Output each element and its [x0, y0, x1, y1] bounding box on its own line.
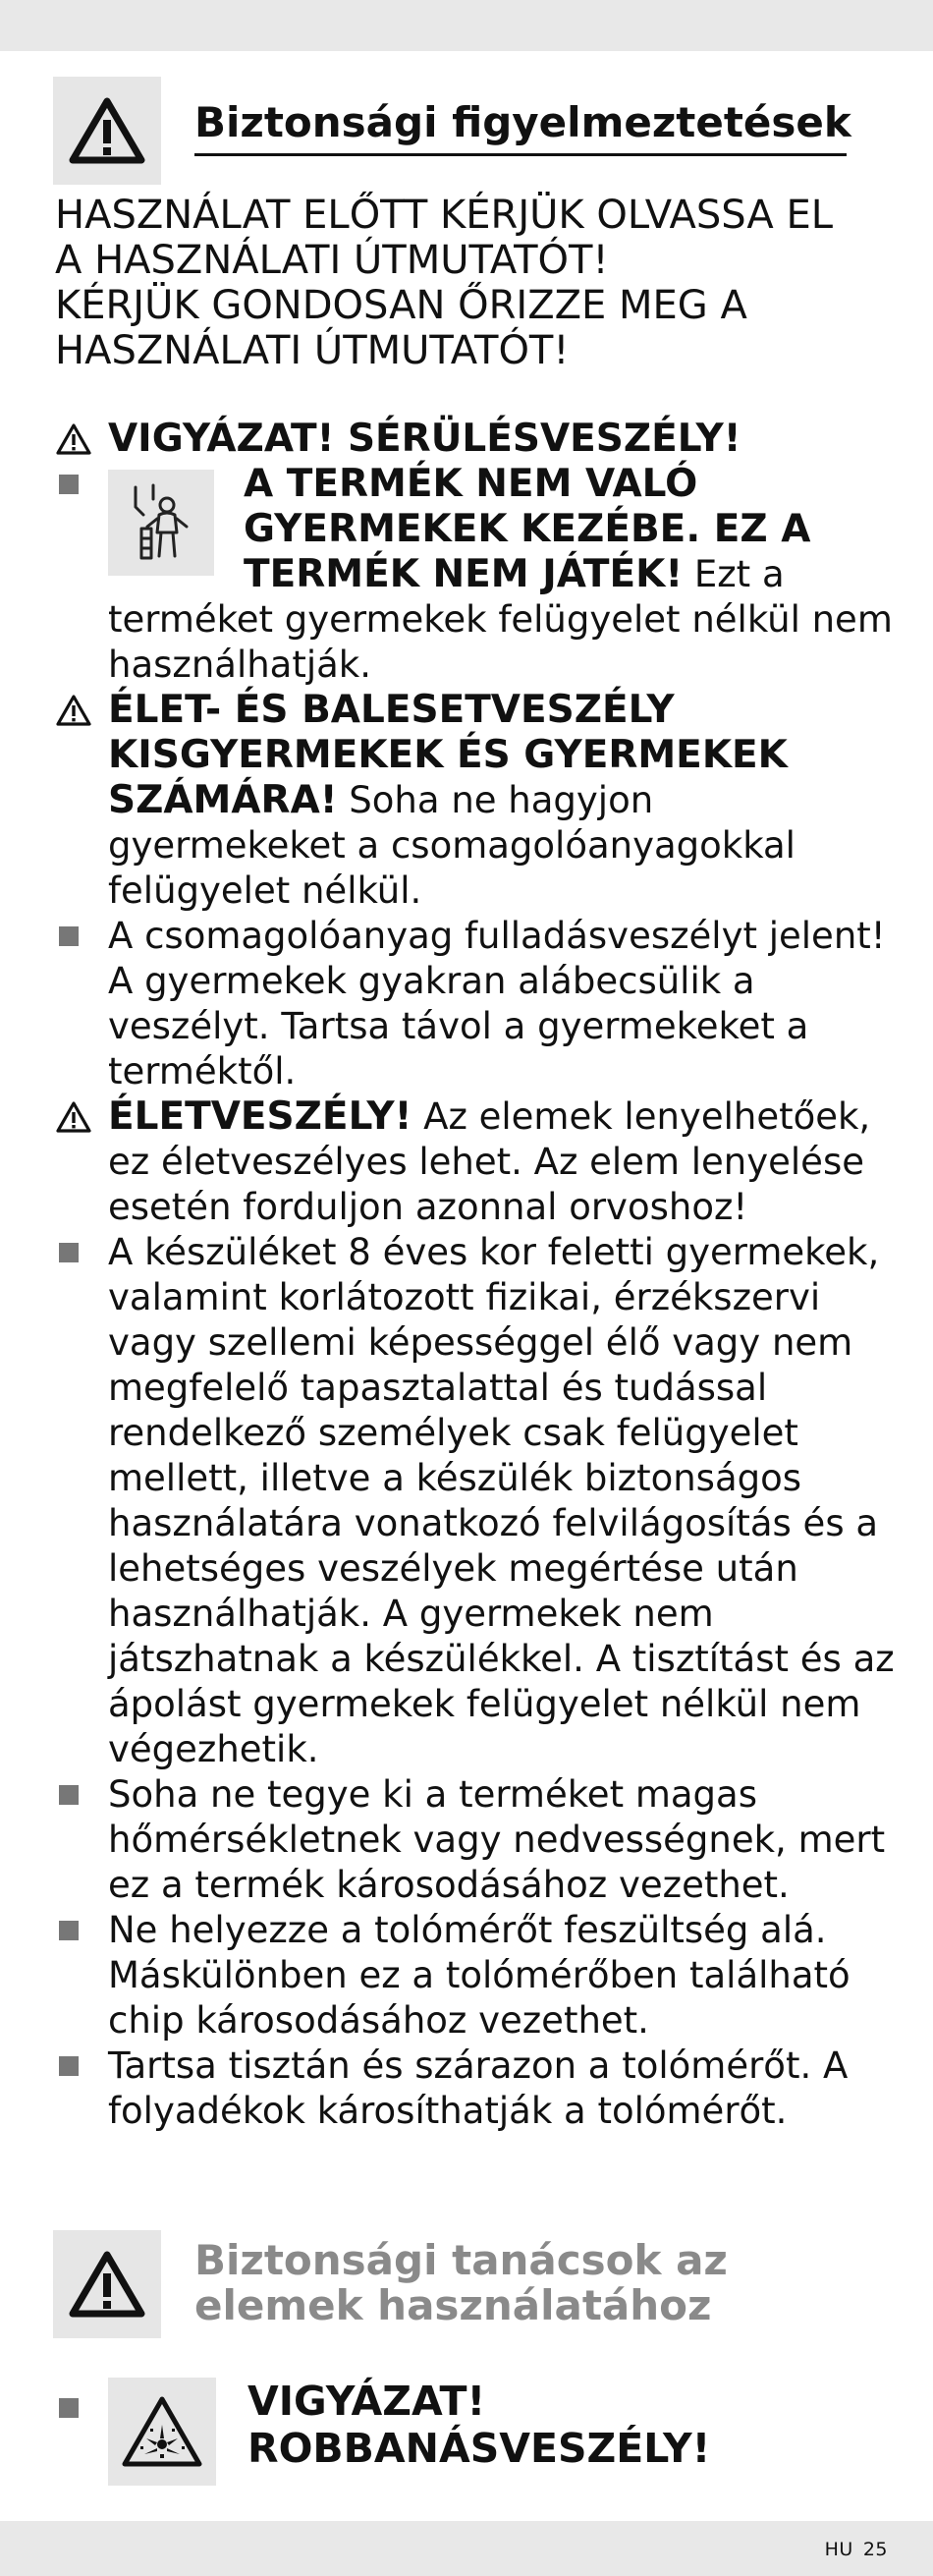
- explosion-warning-title: [247, 2378, 710, 2472]
- intro-line: KÉRJÜK GONDOSAN ŐRIZZE MEG A: [55, 283, 747, 328]
- clean-warning-text: Tartsa tisztán és szárazon a tolómérőt. A folyadékok károsíthatják a tolómérőt.: [108, 2044, 849, 2132]
- warning-triangle-icon: [55, 694, 92, 727]
- battery-warning-icon-box: [53, 2230, 161, 2338]
- battery-section-title: [194, 2238, 728, 2328]
- warning-age: [55, 1230, 900, 1772]
- warning-triangle-icon: [55, 422, 92, 456]
- warning-voltage: [55, 1908, 900, 2044]
- child-icon: [124, 481, 198, 564]
- temperature-warning-text: Soha ne tegye ki a terméket magas hőmérsékletnek vagy nedvességnek, mert ez a termék károsodásához vezethet.: [108, 1773, 886, 1906]
- children-warning-bold: A TERMÉK NEM VALÓ GYERMEKEK KEZÉBE. EZ A TERMÉK NEM JÁTÉK!: [244, 462, 811, 596]
- danger-warning-text: Soha ne hagyjon gyermekeket a csomagolóanyagokkal felügyelet nélkül.: [108, 779, 796, 912]
- bullet-square: [59, 2398, 79, 2418]
- life-warning-bold: ÉLETVESZÉLY!: [108, 1094, 412, 1139]
- page-number-value: 25: [862, 2539, 888, 2560]
- warning-life: [55, 1094, 900, 1230]
- life-warning-text: Az elemek lenyelhetőek, ez életveszélyes lehet. Az elem lenyelése esetén forduljon azonnal orvoshoz!: [108, 1095, 871, 1228]
- warning-triangle-icon: [69, 2250, 145, 2319]
- explosion-line: VIGYÁZAT!: [247, 2378, 486, 2425]
- section-title: Biztonsági figyelmeztetések: [194, 98, 851, 146]
- bullet-square: [59, 926, 79, 946]
- bottom-bar: [0, 2521, 933, 2576]
- warning-clean: [55, 2044, 900, 2134]
- intro-line: HASZNÁLAT ELŐTT KÉRJÜK OLVASSA EL: [55, 193, 834, 238]
- explosion-line: ROBBANÁSVESZÉLY!: [247, 2425, 711, 2472]
- intro-line: HASZNÁLATI ÚTMUTATÓT!: [55, 328, 570, 373]
- battery-title-line: elemek használatához: [194, 2281, 712, 2329]
- child-pictogram-box: [108, 470, 214, 576]
- page-number: [815, 2539, 888, 2560]
- warning-triangle-icon: [69, 96, 145, 165]
- intro-block: [55, 193, 900, 373]
- battery-title-line: Biztonsági tanácsok az: [194, 2236, 728, 2284]
- danger-warning-bold: ÉLET- ÉS BALESETVESZÉLY KISGYERMEKEK ÉS GYERMEKEK SZÁMÁRA!: [108, 688, 788, 822]
- top-bar: [0, 0, 933, 51]
- bullet-square: [59, 1243, 79, 1262]
- bullet-square: [59, 475, 79, 494]
- warning-danger-children: [55, 688, 900, 914]
- warning-packaging: [55, 914, 900, 1094]
- intro-line: A HASZNÁLATI ÚTMUTATÓT!: [55, 238, 609, 283]
- warning-temperature: [55, 1772, 900, 1908]
- warning-triangle-icon: [55, 1100, 92, 1134]
- warning-list: [55, 417, 900, 2134]
- warning-injury: [55, 417, 900, 462]
- bullet-square: [59, 1785, 79, 1805]
- explosion-pictogram-box: [108, 2378, 216, 2486]
- bullet-square: [59, 1921, 79, 1940]
- injury-warning-title: VIGYÁZAT! SÉRÜLÉSVESZÉLY!: [108, 417, 741, 461]
- bullet-square: [59, 2056, 79, 2076]
- title-underline: [194, 153, 847, 156]
- voltage-warning-text: Ne helyezze a tolómérőt feszültség alá. Máskülönben ez a tolómérőben található chip károsodásához vezethet.: [108, 1909, 851, 2042]
- packaging-warning-text: A csomagolóanyag fulladásveszélyt jelent! A gyermekek gyakran alábecsülik a veszélyt. Tartsa távol a gyermekeket a terméktől.: [108, 915, 886, 1092]
- warning-children: [55, 462, 900, 688]
- language-code: HU: [824, 2539, 853, 2560]
- warning-icon-box: [53, 77, 161, 185]
- children-warning-text: Ezt a terméket gyermekek felügyelet nélkül nem használhatják.: [108, 553, 893, 686]
- explosion-icon: [121, 2395, 203, 2468]
- age-warning-text: A készüléket 8 éves kor feletti gyermekek, valamint korlátozott fizikai, érzékszervi vagy szellemi képességgel élő vagy nem megfelelő tapasztalattal és tudással rendelkező személyek csak felügyelet mellett, illetve a készülék biztonságos használatára vonatkozó felvilágosítás és a lehetséges veszélyek megértése után használhatják. A gyermekek nem játszhatnak a készülékkel. A tisztítást és az ápolást gyermekek felügyelet nélkül nem végezhetik.: [108, 1231, 895, 1770]
